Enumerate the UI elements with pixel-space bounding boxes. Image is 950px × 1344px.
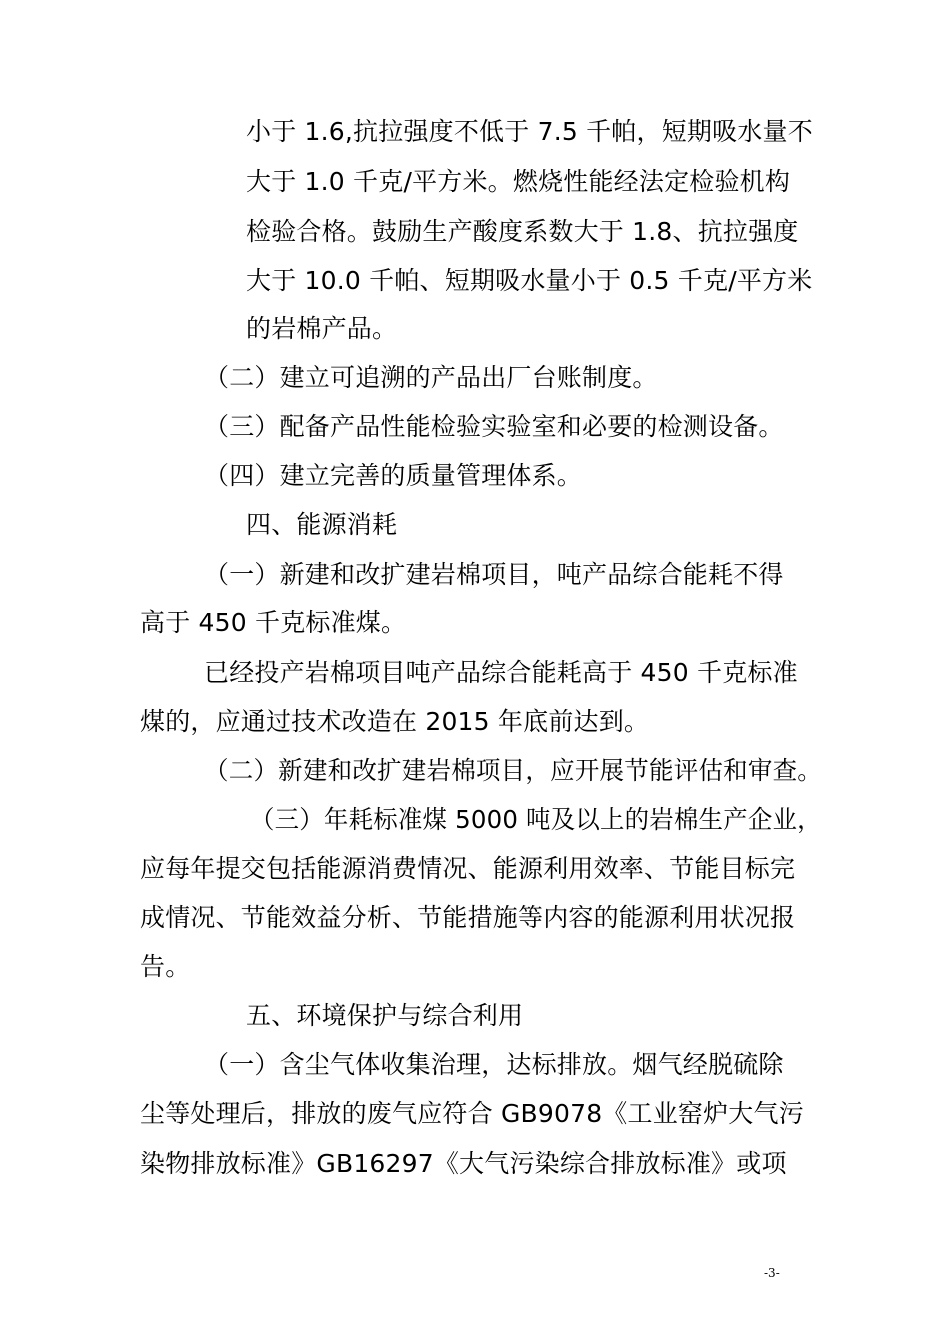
section-heading-5: 五、环境保护与综合利用 [246, 1001, 524, 1030]
page-number: -3- [764, 1266, 780, 1280]
body-line-2: 大于 1.0 千克/平方米。燃烧性能经法定检验机构 [246, 167, 791, 196]
body-line-env-3: 染物排放标准》GB16297《大气污染综合排放标准》或项 [140, 1149, 787, 1178]
body-line-energy-9: 告。 [140, 952, 191, 981]
list-item-4: （四）建立完善的质量管理体系。 [204, 461, 583, 490]
body-line-energy-4: 煤的，应通过技术改造在 2015 年底前达到。 [140, 707, 650, 736]
body-line-energy-1: （一）新建和改扩建岩棉项目，吨产品综合能耗不得 [204, 560, 784, 589]
body-line-env-2: 尘等处理后，排放的废气应符合 GB9078《工业窑炉大气污 [140, 1099, 804, 1128]
body-line-energy-7: 应每年提交包括能源消费情况、能源利用效率、节能目标完 [140, 854, 796, 883]
body-line-3: 检验合格。鼓励生产酸度系数大于 1.8、抗拉强度 [246, 217, 799, 246]
body-line-energy-8: 成情况、节能效益分析、节能措施等内容的能源利用状况报 [140, 903, 796, 932]
body-line-energy-5: （二）新建和改扩建岩棉项目，应开展节能评估和审查。 [204, 756, 823, 785]
list-item-2: （二）建立可追溯的产品出厂台账制度。 [204, 363, 658, 392]
body-line-energy-6: （三）年耗标准煤 5000 吨及以上的岩棉生产企业， [250, 805, 822, 834]
body-line-4: 大于 10.0 千帕、短期吸水量小于 0.5 千克/平方米 [246, 266, 813, 295]
section-heading-4: 四、能源消耗 [246, 510, 398, 539]
list-item-3: （三）配备产品性能检验实验室和必要的检测设备。 [204, 412, 784, 441]
body-line-env-1: （一）含尘气体收集治理，达标排放。烟气经脱硫除 [204, 1050, 784, 1079]
body-line-5: 的岩棉产品。 [246, 314, 398, 343]
body-line-energy-2: 高于 450 千克标准煤。 [140, 608, 407, 637]
body-line-energy-3: 已经投产岩棉项目吨产品综合能耗高于 450 千克标准 [204, 658, 798, 687]
body-line-1: 小于 1.6,抗拉强度不低于 7.5 千帕，短期吸水量不 [246, 117, 813, 146]
